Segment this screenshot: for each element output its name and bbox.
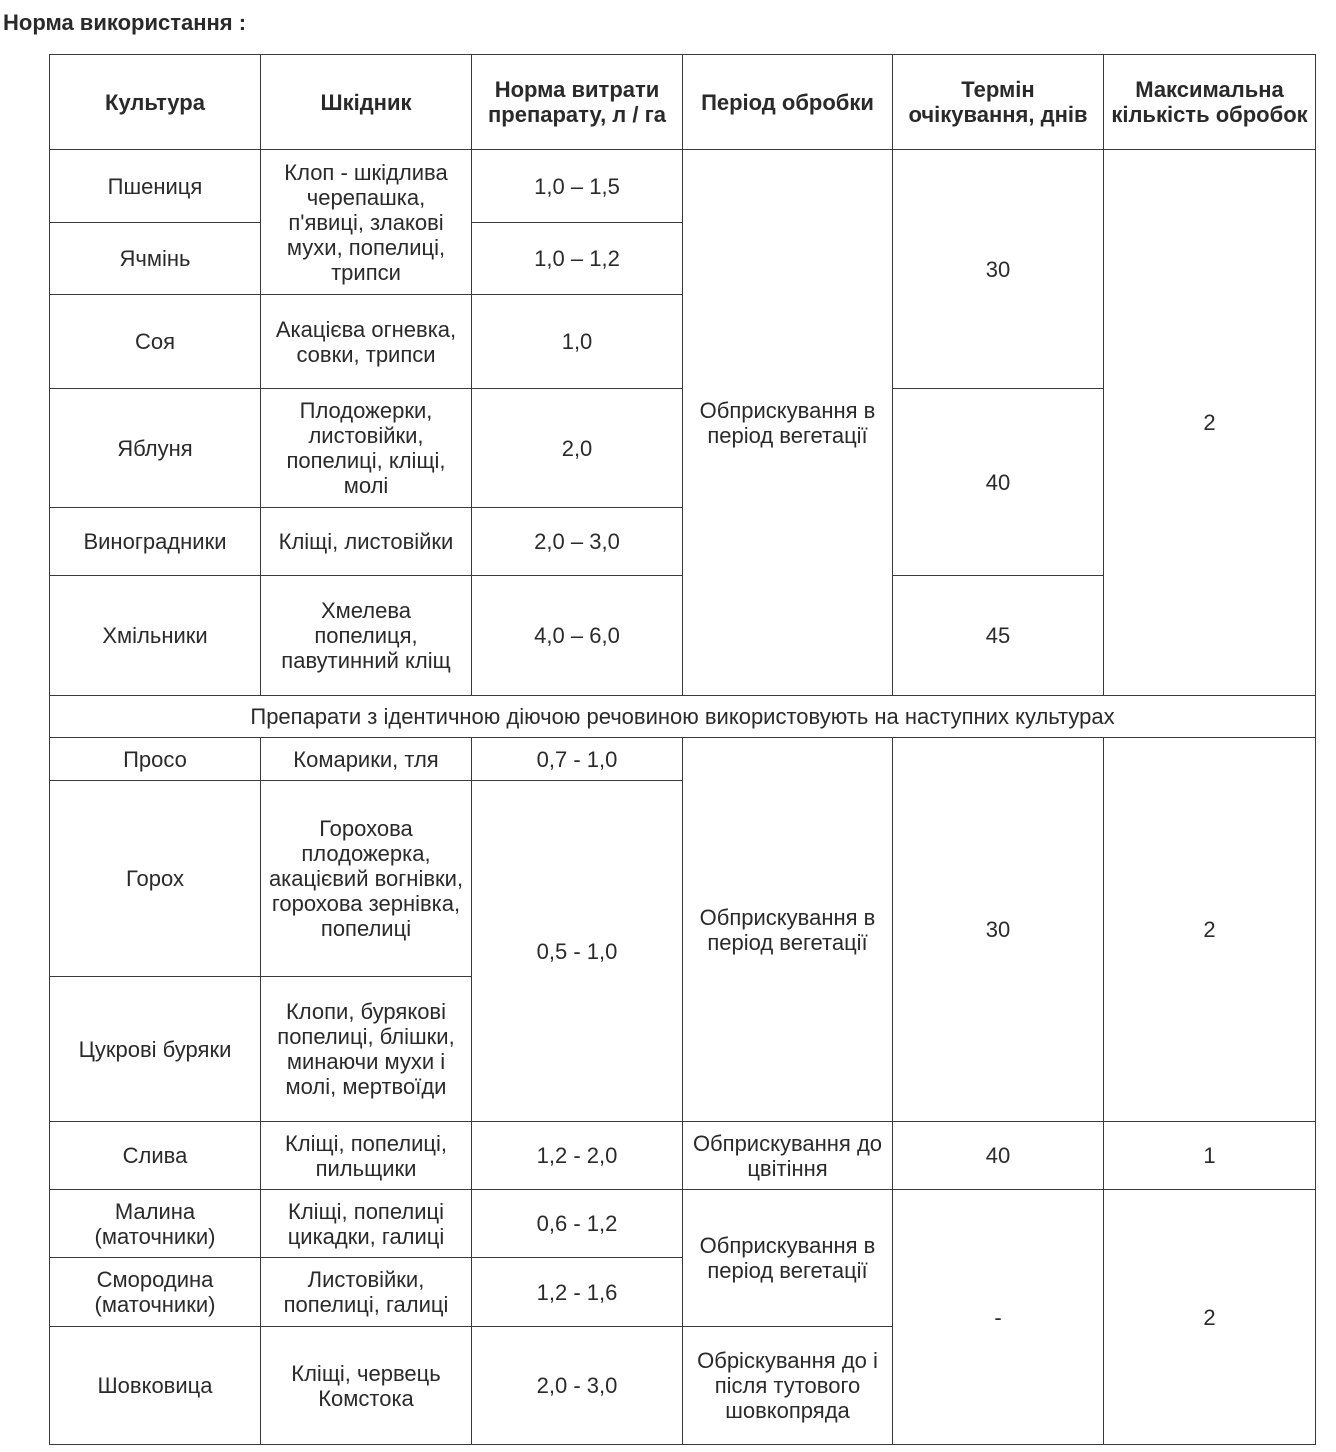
rate-cell: 2,0 bbox=[472, 389, 683, 508]
header-pest: Шкідник bbox=[261, 55, 472, 150]
pest-cell: Акацієва огневка, совки, трипси bbox=[261, 295, 472, 389]
header-crop: Культура bbox=[50, 55, 261, 150]
waiting-cell: 30 bbox=[893, 150, 1104, 389]
crop-cell: Просо bbox=[50, 738, 261, 781]
waiting-cell: - bbox=[893, 1190, 1104, 1445]
pest-cell: Плодожерки, листовійки, попелиці, кліщі, молі bbox=[261, 389, 472, 508]
crop-cell: Виноградники bbox=[50, 508, 261, 576]
rate-cell: 1,0 – 1,2 bbox=[472, 223, 683, 295]
max-treatments-cell: 2 bbox=[1104, 1190, 1316, 1445]
pest-cell: Кліщі, попелиці, пильщики bbox=[261, 1122, 472, 1190]
crop-cell: Смородина (маточники) bbox=[50, 1258, 261, 1327]
pest-cell: Кліщі, попелиці цикадки, галиці bbox=[261, 1190, 472, 1258]
header-rate: Норма витрати препарату, л / га bbox=[472, 55, 683, 150]
pest-cell: Клоп - шкідлива черепашка, п'явиці, злакові мухи, попелиці, трипси bbox=[261, 150, 472, 295]
pest-cell: Горохова плодожерка, акацієвий вогнівки, горохова зернівка, попелиці bbox=[261, 781, 472, 977]
max-treatments-cell: 2 bbox=[1104, 150, 1316, 696]
table-row bbox=[50, 1122, 1316, 1190]
crop-cell: Ячмінь bbox=[50, 223, 261, 295]
section-note: Препарати з ідентичною діючою речовиною використовують на наступних культурах bbox=[50, 696, 1316, 738]
waiting-cell: 30 bbox=[893, 738, 1104, 1122]
rate-cell: 4,0 – 6,0 bbox=[472, 576, 683, 696]
pest-cell: Клопи, бурякові попелиці, блішки, минаючи мухи і молі, мертвоїди bbox=[261, 977, 472, 1122]
pest-cell: Хмелева попелиця, павутинний кліщ bbox=[261, 576, 472, 696]
rate-cell: 1,2 - 2,0 bbox=[472, 1122, 683, 1190]
header-period: Період обробки bbox=[683, 55, 893, 150]
crop-cell: Цукрові буряки bbox=[50, 977, 261, 1122]
pest-cell: Кліщі, червець Комстока bbox=[261, 1327, 472, 1445]
crop-cell: Соя bbox=[50, 295, 261, 389]
pest-cell: Кліщі, листовійки bbox=[261, 508, 472, 576]
max-treatments-cell: 2 bbox=[1104, 738, 1316, 1122]
rate-cell: 0,5 - 1,0 bbox=[472, 781, 683, 1122]
period-cell: Обприскування до цвітіння bbox=[683, 1122, 893, 1190]
period-cell: Обприскування в період вегетації bbox=[683, 738, 893, 1122]
rate-cell: 1,2 - 1,6 bbox=[472, 1258, 683, 1327]
rate-cell: 2,0 - 3,0 bbox=[472, 1327, 683, 1445]
crop-cell: Малина (маточники) bbox=[50, 1190, 261, 1258]
rate-cell: 1,0 bbox=[472, 295, 683, 389]
header-waiting: Термін очікування, днів bbox=[893, 55, 1104, 150]
rate-cell: 1,0 – 1,5 bbox=[472, 150, 683, 223]
crop-cell: Пшениця bbox=[50, 150, 261, 223]
period-cell: Обприскування в період вегетації bbox=[683, 1190, 893, 1327]
table-row bbox=[50, 738, 1316, 781]
rate-cell: 0,6 - 1,2 bbox=[472, 1190, 683, 1258]
crop-cell: Слива bbox=[50, 1122, 261, 1190]
table-row bbox=[50, 1190, 1316, 1258]
crop-cell: Горох bbox=[50, 781, 261, 977]
max-treatments-cell: 1 bbox=[1104, 1122, 1316, 1190]
pest-cell: Листовійки, попелиці, галиці bbox=[261, 1258, 472, 1327]
page-title: Норма використання : bbox=[3, 10, 247, 35]
rate-cell: 2,0 – 3,0 bbox=[472, 508, 683, 576]
crop-cell: Яблуня bbox=[50, 389, 261, 508]
waiting-cell: 45 bbox=[893, 576, 1104, 696]
period-cell: Обприскування в період вегетації bbox=[683, 150, 893, 696]
crop-cell: Хмільники bbox=[50, 576, 261, 696]
header-max-treatments: Максимальна кількість обробок bbox=[1104, 55, 1316, 150]
waiting-cell: 40 bbox=[893, 389, 1104, 576]
period-cell: Обріскування до і після тутового шовкопряда bbox=[683, 1327, 893, 1445]
waiting-cell: 40 bbox=[893, 1122, 1104, 1190]
section-note-row bbox=[50, 696, 1316, 738]
table-header-row bbox=[50, 55, 1316, 150]
pest-cell: Комарики, тля bbox=[261, 738, 472, 781]
crop-cell: Шовковица bbox=[50, 1327, 261, 1445]
usage-rates-table bbox=[49, 54, 1316, 1445]
rate-cell: 0,7 - 1,0 bbox=[472, 738, 683, 781]
table-row bbox=[50, 150, 1316, 223]
